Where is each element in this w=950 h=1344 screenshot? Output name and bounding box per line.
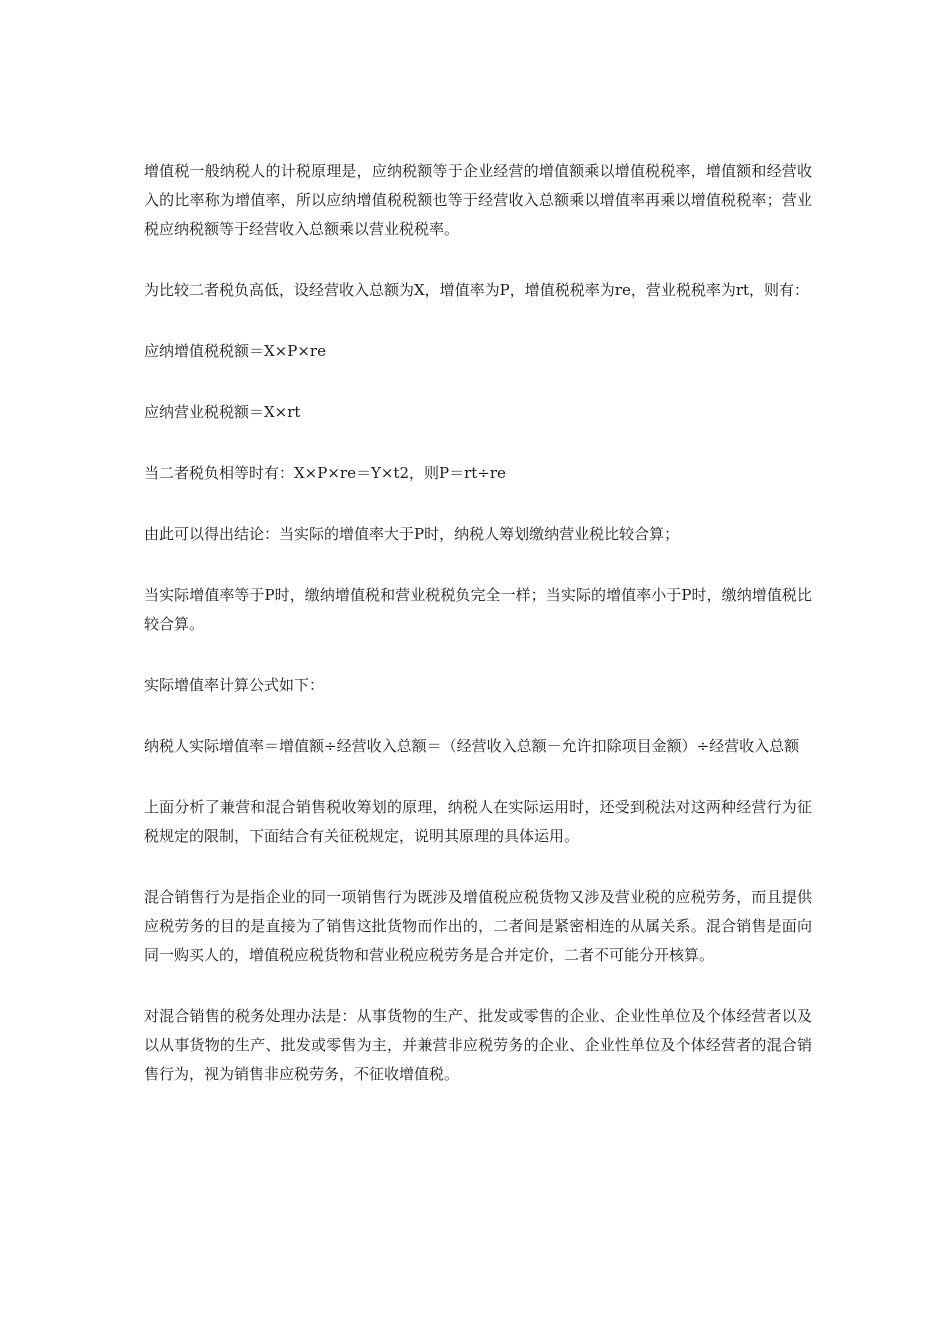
paragraph-mixed-sales-treatment: 对混合销售的税务处理办法是：从事货物的生产、批发或零售的企业、企业性单位及个体经营者以及以从事货物的生产、批发或零售为主，并兼营非应税劳务的企业、企业性单位及个体经营者的混合销售行为，视为销售非应税劳务，不征收增值税。 <box>144 1007 812 1083</box>
document-body <box>144 157 812 1121</box>
formula-vat-amount: 应纳增值税税额＝X×P×re <box>144 342 326 360</box>
paragraph-conclusion-cases: 当实际增值率等于P时，缴纳增值税和营业税税负完全一样；当实际的增值率小于P时，缴纳增值税比较合算。 <box>144 586 812 633</box>
formula-business-tax-amount: 应纳营业税税额＝X×rt <box>144 403 301 421</box>
paragraph-conclusion: 由此可以得出结论：当实际的增值率大于P时，纳税人筹划缴纳营业税比较合算； <box>144 525 680 543</box>
paragraph-tax-principle: 增值税一般纳税人的计税原理是，应纳税额等于企业经营的增值额乘以增值税税率，增值额和经营收入的比率称为增值率，所以应纳增值税税额也等于经营收入总额乘以增值率再乘以增值税税率；营业税应纳税额等于经营收入总额乘以营业税税率。 <box>144 162 812 238</box>
paragraph-application-intro: 上面分析了兼营和混合销售税收筹划的原理，纳税人在实际运用时，还受到税法对这两种经营行为征税规定的限制，下面结合有关征税规定，说明其原理的具体运用。 <box>144 798 812 845</box>
formula-break-even: 当二者税负相等时有：X×P×re＝Y×t2，则P＝rt÷re <box>144 464 506 482</box>
paragraph-mixed-sales-definition: 混合销售行为是指企业的同一项销售行为既涉及增值税应税货物又涉及营业税的应税劳务，而且提供应税劳务的目的是直接为了销售这批货物而作出的，二者间是紧密相连的从属关系。混合销售是面向同一购买人的，增值税应税货物和营业税应税劳务是合并定价，二者不可能分开核算。 <box>144 888 812 964</box>
paragraph-variable-definitions: 为比较二者税负高低，设经营收入总额为X，增值率为P，增值税税率为re，营业税税率为rt，则有： <box>144 281 810 299</box>
paragraph-formula-intro: 实际增值率计算公式如下： <box>144 676 325 694</box>
formula-actual-value-added-rate: 纳税人实际增值率＝增值额÷经营收入总额＝（经营收入总额－允许扣除项目金额）÷经营收入总额 <box>144 737 800 755</box>
